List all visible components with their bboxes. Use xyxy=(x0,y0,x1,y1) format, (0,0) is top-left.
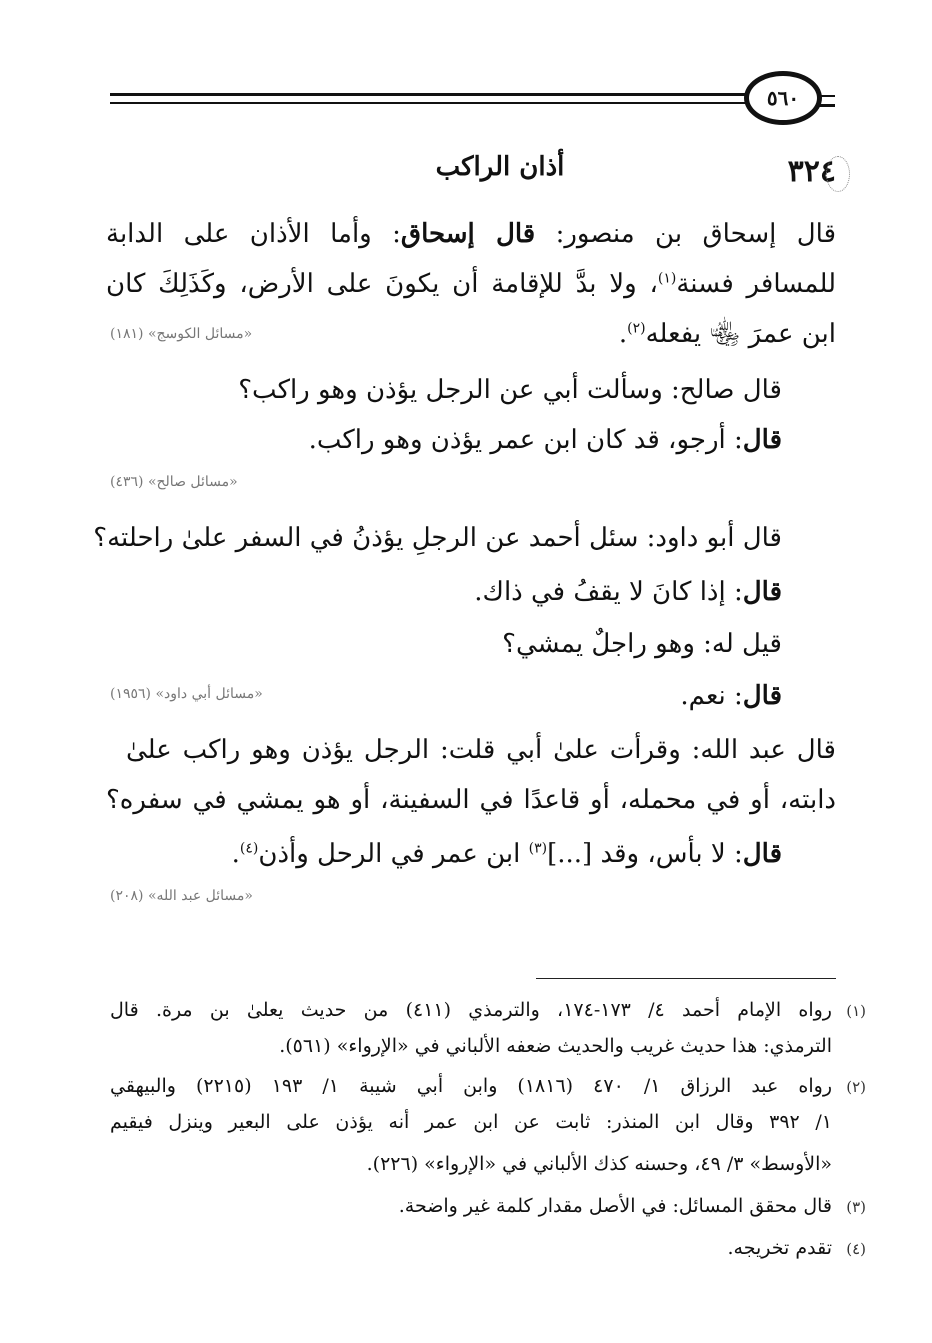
footnote-line: رواه عبد الرزاق ١/ ٤٧٠ (١٨١٦) وابن أبي شيبة ١/ ١٩٣ (٢٢١٥) والبيهقي xyxy=(110,1075,833,1097)
footnote-marker: (٤) xyxy=(239,840,259,857)
footnote-marker: (٢) xyxy=(627,320,646,337)
source-reference: «مسائل الكوسج» (١٨١) xyxy=(110,326,253,342)
body-line: قال: أرجو، قد كان ابن عمر يؤذن وهو راكب. xyxy=(308,425,782,455)
body-line: قال: نعم. xyxy=(680,681,782,711)
footnote-line: الترمذي: هذا حديث غريب والحديث ضعفه الألباني في «الإرواء» (٥٦١). xyxy=(279,1035,832,1057)
header-rule-top xyxy=(110,93,745,96)
body-line: للمسافر فسنة$^{(١)}$، ولا بدَّ للإقامة أن يكونَ على الأرض، وكَذَلِكَ كان xyxy=(106,269,836,299)
section-heading: أذان الراكب xyxy=(435,152,565,182)
page-number: ٥٦٠ xyxy=(744,71,822,125)
body-line: دابته، أو في محمله، أو قاعدًا في السفينة، أو هو يمشي في سفره؟ xyxy=(106,785,836,815)
footnote-separator xyxy=(536,978,836,979)
body-line: قال: إذا كانَ لا يقفُ في ذاك. xyxy=(474,577,782,607)
body-line: قال: لا بأس، وقد [...]$^{(٣)}$ ابن عمر في الرحل وأذن$^{(٤)}$. xyxy=(231,839,782,869)
body-line: قال عبد الله: وقرأت علىٰ أبي قلت: الرجل يؤذن وهو راكب علىٰ xyxy=(126,735,836,765)
footnote-line: رواه الإمام أحمد ٤/ ١٧٣-١٧٤، والترمذي (٤١١) من حديث يعلىٰ بن مرة. قال xyxy=(110,999,832,1021)
body-line: قال إسحاق بن منصور: قال إسحاق: وأما الأذان على الدابة xyxy=(106,219,836,249)
body-line: قال صالح: وسألت أبي عن الرجل يؤذن وهو راكب؟ xyxy=(238,375,782,405)
footnote-number: (٣) xyxy=(846,1198,866,1216)
source-reference: «مسائل صالح» (٤٣٦) xyxy=(110,474,238,490)
footnote-line: ١/ ٣٩٢ وقال ابن المنذر: ثابت عن ابن عمر أنه يؤذن على البعير وينزل فيقيم xyxy=(110,1111,832,1133)
body-line: قال أبو داود: سئل أحمد عن الرجلِ يؤذنُ في السفر علىٰ راحلته؟ xyxy=(93,523,782,553)
issue-number: ٣٢٤ xyxy=(782,154,842,189)
footnote-line: تقدم تخريجه. xyxy=(727,1237,832,1259)
body-line: قيل له: وهو راجلٌ يمشي؟ xyxy=(502,629,782,659)
footnote-number: (١) xyxy=(846,1002,866,1020)
header-rule-bottom xyxy=(110,102,745,104)
source-reference: «مسائل عبد الله» (٢٠٨) xyxy=(110,888,253,904)
footnote-number: (٢) xyxy=(846,1078,866,1096)
source-reference: «مسائل أبي داود» (١٩٥٦) xyxy=(110,686,263,702)
footnote-marker: (١) xyxy=(657,270,677,287)
footnote-number: (٤) xyxy=(846,1240,866,1258)
footnote-line: قال محقق المسائل: في الأصل مقدار كلمة غير واضحة. xyxy=(398,1195,832,1217)
footnote-marker: (٣) xyxy=(528,840,548,857)
footnote-line: «الأوسط» ٣/ ٤٩، وحسنه كذك الألباني في «الإرواء» (٢٢٦). xyxy=(366,1153,832,1175)
body-line: ابن عمرَ ﵄ يفعله$^{(٢)}$. xyxy=(618,319,836,349)
